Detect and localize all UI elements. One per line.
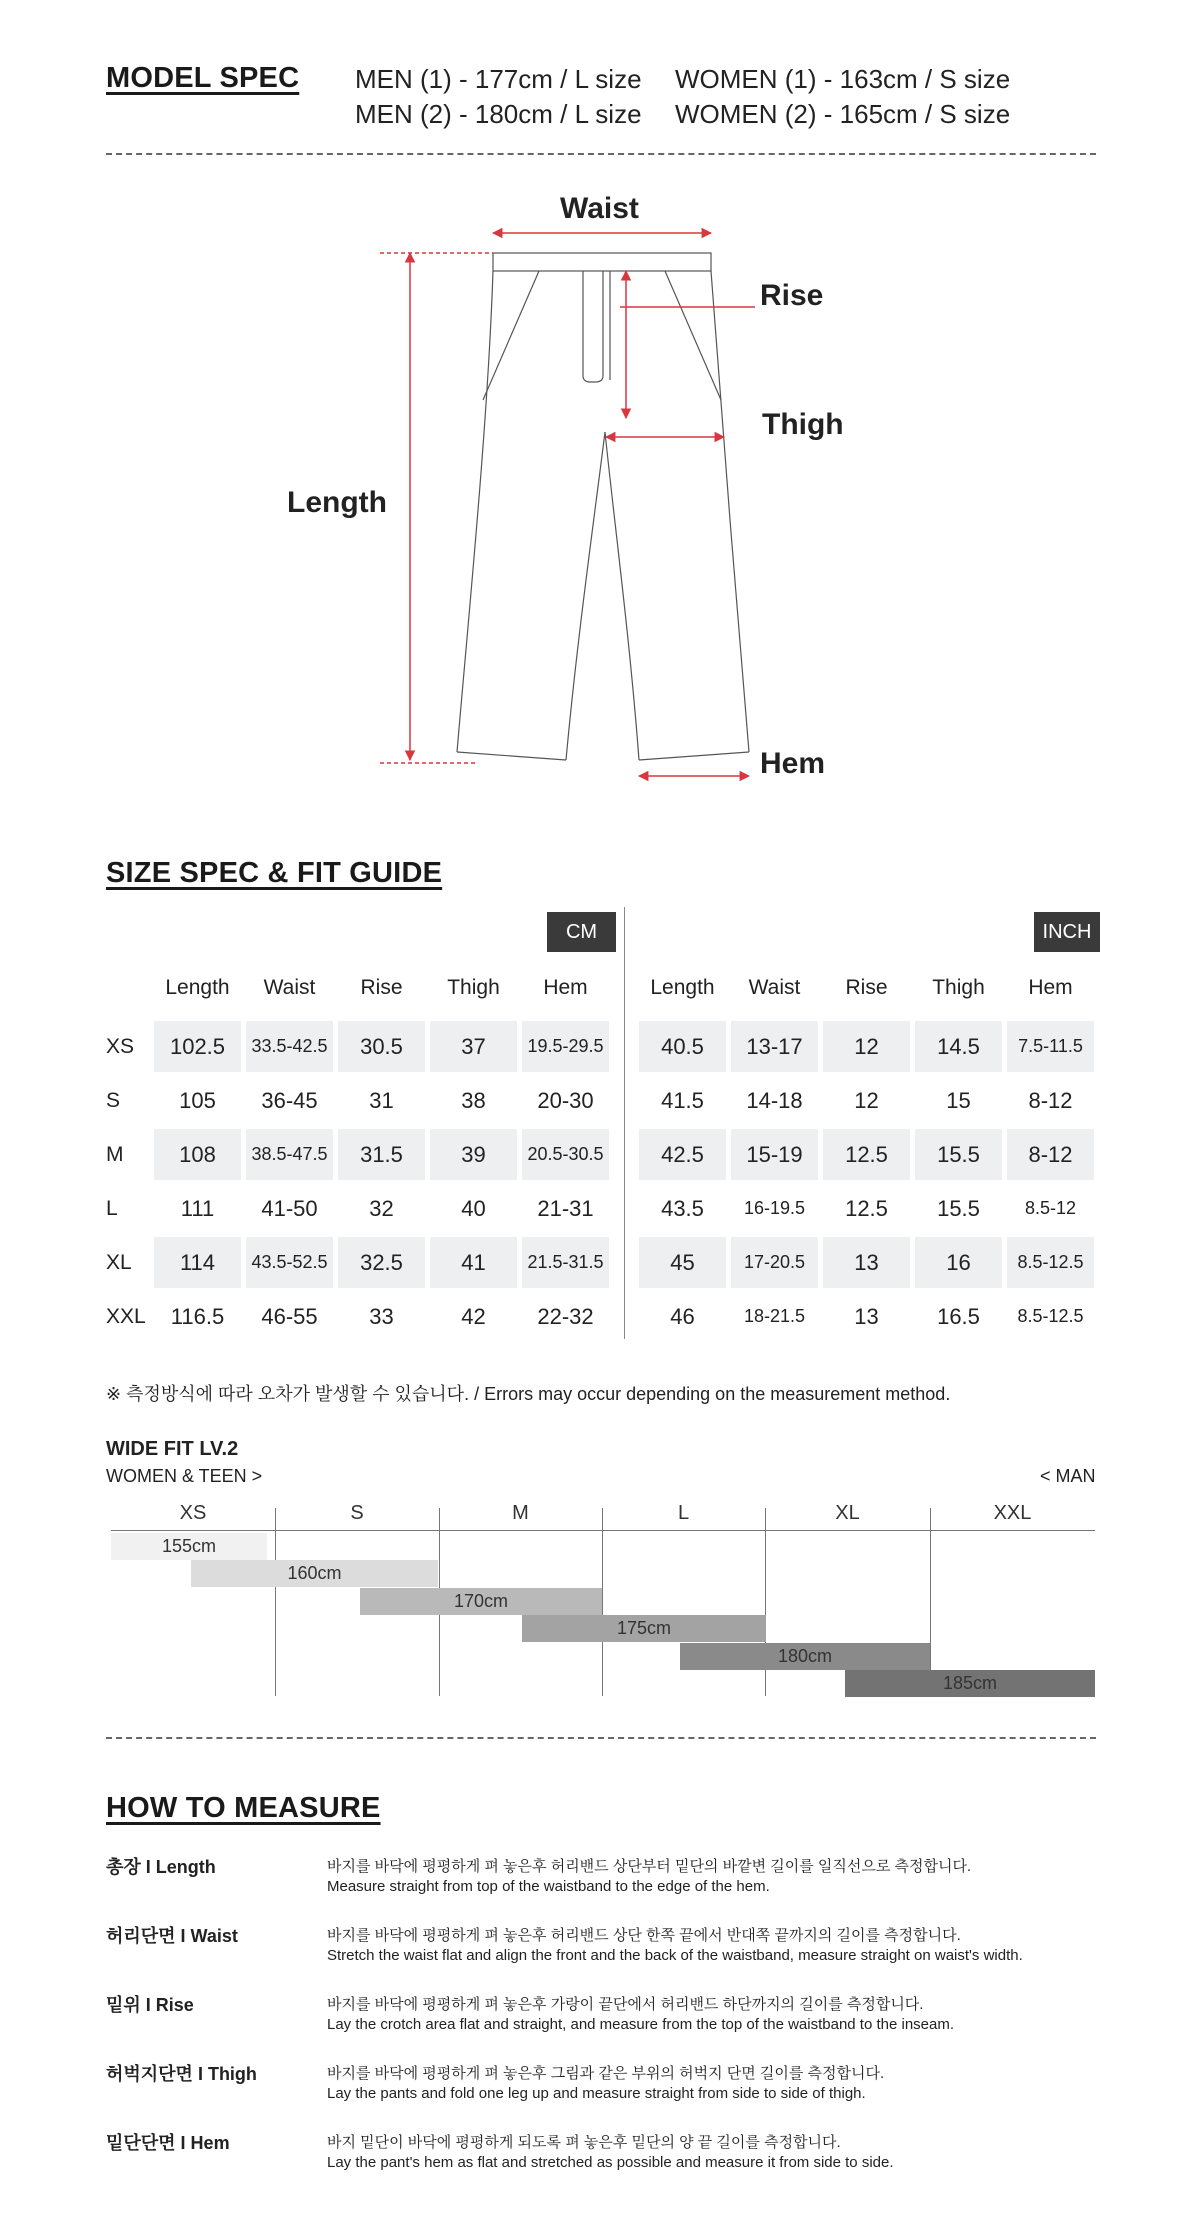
inch-cell: 12 [854, 1087, 879, 1113]
inch-cell: 15 [946, 1087, 971, 1113]
measure-item-korean: 바지를 바닥에 평평하게 펴 놓은후 허리밴드 상단 한쪽 끝에서 반대쪽 끝까지의 길이를 측정합니다. [327, 1927, 961, 1944]
cm-cell: 40 [461, 1195, 486, 1221]
cm-cell: 116.5 [170, 1303, 225, 1329]
cm-cell: 38.5-47.5 [246, 1129, 333, 1180]
cm-cell: 43.5-52.5 [246, 1237, 333, 1288]
inch-cell: 17-20.5 [731, 1237, 818, 1288]
cm-cell: 46-55 [261, 1303, 318, 1329]
cm-cell: 33.5-42.5 [246, 1021, 333, 1072]
measure-item-label: 허리단면 I Waist [106, 1926, 238, 1946]
fit-size-label: S [350, 1502, 364, 1524]
cm-cell: 108 [154, 1129, 241, 1180]
size-row-label: XS [106, 1035, 135, 1058]
inch-cell: 43.5 [661, 1195, 704, 1221]
fit-women-label: WOMEN & TEEN > [106, 1466, 263, 1486]
fit-size-label: XXL [993, 1502, 1032, 1524]
measure-item-label: 허벅지단면 I Thigh [106, 2064, 257, 2084]
fit-height-bar: 155cm [111, 1533, 267, 1560]
cm-cell: 20-30 [537, 1087, 594, 1113]
fit-column-divider [275, 1508, 276, 1696]
cm-col-header: Waist [263, 976, 316, 999]
cm-cell: 105 [179, 1087, 216, 1113]
cm-cell: 41 [430, 1237, 517, 1288]
measure-item-korean: 바지를 바닥에 평평하게 펴 놓은후 가랑이 끝단에서 허리밴드 하단까지의 길이를 측정합니다. [327, 1996, 924, 2013]
fit-height-bar: 160cm [191, 1560, 438, 1587]
fit-size-label: L [677, 1502, 690, 1524]
measure-item-english: Lay the pants and fold one leg up and measure straight from side to side of thigh. [327, 2085, 866, 2102]
cm-cell: 20.5-30.5 [522, 1129, 609, 1180]
fit-height-bar: 180cm [680, 1643, 930, 1670]
inch-badge: INCH [1034, 912, 1100, 952]
measure-item-korean: 바지를 바닥에 평평하게 펴 놓은후 허리밴드 상단부터 밑단의 바깥변 길이를 일직선으로 측정합니다. [327, 1858, 972, 1875]
label-waist: Waist [560, 192, 639, 225]
inch-cell: 8-12 [1028, 1087, 1073, 1113]
cm-cell: 31 [369, 1087, 394, 1113]
inch-col-header: Rise [845, 976, 888, 999]
inch-cell: 16-19.5 [743, 1198, 806, 1218]
fit-column-divider [930, 1508, 931, 1696]
cm-cell: 22-32 [537, 1303, 594, 1329]
inch-cell: 12.5 [845, 1195, 888, 1221]
inch-col-header: Hem [1028, 976, 1073, 999]
inch-cell: 15.5 [937, 1195, 980, 1221]
section-divider-2 [106, 1737, 1096, 1739]
size-row-label: S [106, 1089, 121, 1112]
size-row-label: L [106, 1197, 118, 1220]
inch-cell: 7.5-11.5 [1007, 1021, 1094, 1072]
measure-item-english: Measure straight from top of the waistband to the edge of the hem. [327, 1878, 770, 1895]
fit-size-label: XS [179, 1502, 207, 1524]
cm-cell: 37 [430, 1021, 517, 1072]
model-spec-title: MODEL SPEC [106, 62, 300, 94]
cm-col-header: Thigh [447, 976, 500, 999]
fit-baseline [111, 1530, 1095, 1531]
cm-badge: CM [547, 912, 616, 952]
inch-cell: 46 [670, 1303, 695, 1329]
inch-cell: 14.5 [915, 1021, 1002, 1072]
cm-col-header: Hem [543, 976, 588, 999]
cm-cell: 36-45 [261, 1087, 318, 1113]
cm-cell: 32 [369, 1195, 394, 1221]
inch-cell: 16.5 [937, 1303, 980, 1329]
model-men-2: MEN (2) - 180cm / L size [355, 99, 642, 129]
size-row-label: M [106, 1143, 124, 1166]
size-row-label: XXL [106, 1305, 146, 1328]
inch-cell: 16 [915, 1237, 1002, 1288]
measure-item-english: Stretch the waist flat and align the front and the back of the waistband, measure straight on waist's width. [327, 1947, 1023, 1964]
model-women-2: WOMEN (2) - 165cm / S size [675, 99, 1011, 129]
inch-cell: 18-21.5 [743, 1306, 806, 1326]
model-men-1: MEN (1) - 177cm / L size [355, 64, 642, 94]
inch-cell: 45 [639, 1237, 726, 1288]
measure-item-english: Lay the pant's hem as flat and stretched as possible and measure it from side to side. [327, 2154, 894, 2171]
cm-cell: 102.5 [154, 1021, 241, 1072]
inch-cell: 42.5 [639, 1129, 726, 1180]
cm-cell: 19.5-29.5 [522, 1021, 609, 1072]
cm-cell: 32.5 [338, 1237, 425, 1288]
measure-item-label: 밑위 I Rise [106, 1995, 194, 2015]
inch-cell: 15.5 [915, 1129, 1002, 1180]
cm-cell: 30.5 [338, 1021, 425, 1072]
fit-title: WIDE FIT LV.2 [106, 1438, 239, 1460]
inch-cell: 8.5-12.5 [1017, 1306, 1084, 1326]
inch-cell: 13-17 [731, 1021, 818, 1072]
fit-man-label: < MAN [1040, 1466, 1096, 1486]
cm-cell: 31.5 [338, 1129, 425, 1180]
measure-item-label: 밑단단면 I Hem [106, 2133, 230, 2153]
label-hem: Hem [760, 747, 826, 780]
pants-diagram [0, 0, 1200, 820]
label-length: Length [287, 486, 387, 519]
inch-col-header: Length [650, 976, 715, 999]
label-rise: Rise [760, 279, 824, 312]
cm-col-header: Length [165, 976, 230, 999]
size-spec-title: SIZE SPEC & FIT GUIDE [106, 857, 443, 889]
fit-height-bar: 170cm [360, 1588, 602, 1615]
cm-cell: 33 [369, 1303, 394, 1329]
inch-cell: 15-19 [731, 1129, 818, 1180]
inch-cell: 12.5 [823, 1129, 910, 1180]
inch-cell: 41.5 [661, 1087, 704, 1113]
inch-cell: 8-12 [1007, 1129, 1094, 1180]
label-thigh: Thigh [762, 408, 844, 441]
fit-column-divider [602, 1508, 603, 1696]
inch-cell: 12 [823, 1021, 910, 1072]
inch-cell: 14-18 [746, 1087, 803, 1113]
cm-cell: 21-31 [537, 1195, 594, 1221]
cm-cell: 42 [461, 1303, 486, 1329]
cm-cell: 114 [154, 1237, 241, 1288]
model-women-1: WOMEN (1) - 163cm / S size [675, 64, 1011, 94]
fit-size-label: XL [835, 1502, 860, 1524]
cm-cell: 38 [461, 1087, 486, 1113]
inch-cell: 8.5-12.5 [1007, 1237, 1094, 1288]
cm-col-header: Rise [360, 976, 403, 999]
inch-cell: 40.5 [639, 1021, 726, 1072]
measure-item-korean: 바지 밑단이 바닥에 평평하게 되도록 펴 놓은후 밑단의 양 끝 길이를 측정합니다. [327, 2134, 841, 2151]
cm-cell: 39 [430, 1129, 517, 1180]
measure-item-label: 총장 I Length [106, 1857, 216, 1877]
fit-size-label: M [512, 1502, 529, 1524]
measure-arrows [380, 233, 755, 776]
fit-height-bar: 185cm [845, 1670, 1095, 1697]
pants-outline [457, 253, 749, 760]
inch-col-header: Waist [748, 976, 801, 999]
measure-item-english: Lay the crotch area flat and straight, and measure from the top of the waistband to the inseam. [327, 2016, 955, 2033]
how-to-measure-title: HOW TO MEASURE [106, 1792, 381, 1824]
fit-height-bar: 175cm [522, 1615, 766, 1642]
table-divider [624, 907, 625, 1339]
measure-item-korean: 바지를 바닥에 평평하게 펴 놓은후 그림과 같은 부위의 허벅지 단면 길이를 측정합니다. [327, 2065, 885, 2082]
size-row-label: XL [106, 1251, 132, 1274]
inch-cell: 13 [854, 1303, 879, 1329]
inch-col-header: Thigh [932, 976, 985, 999]
cm-cell: 41-50 [261, 1195, 318, 1221]
inch-cell: 13 [823, 1237, 910, 1288]
inch-cell: 8.5-12 [1024, 1198, 1077, 1218]
measurement-note: ※ 측정방식에 따라 오차가 발생할 수 있습니다. / Errors may occur depending on the measurement method. [106, 1384, 951, 1404]
cm-cell: 21.5-31.5 [522, 1237, 609, 1288]
cm-cell: 111 [180, 1195, 215, 1221]
